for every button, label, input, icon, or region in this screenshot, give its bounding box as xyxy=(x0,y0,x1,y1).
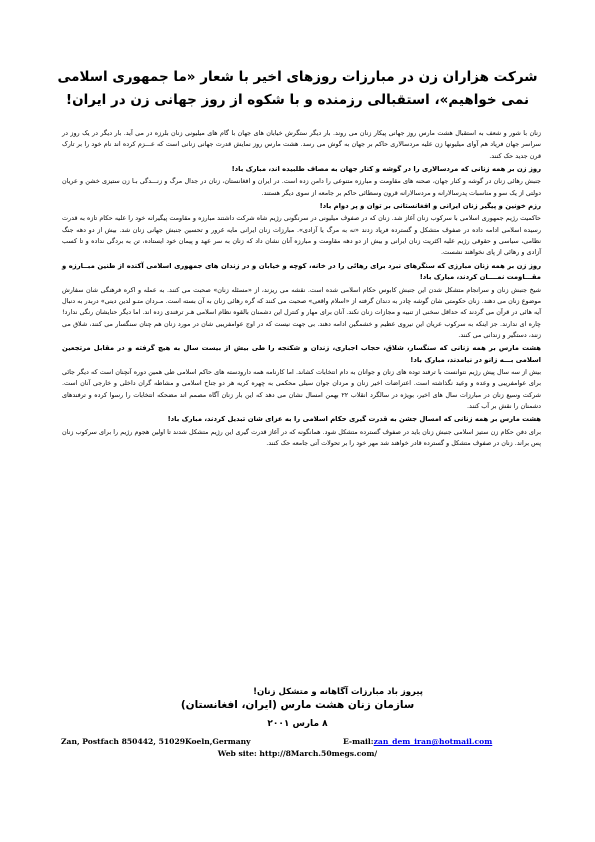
document-date: ۸ مارس ۲۰۰۱ xyxy=(267,719,328,729)
section-heading: هشت مارس بر همه زنانی که سنگسار، شلاق، حجاب اجباری، زندان و شکنجه را طی بیش از بیست سال به هیچ گرفته و در مقابل مرتجعین اسلامی بـــه زانو در نیامدند، مبارک باد! xyxy=(62,344,541,364)
title-line-1: شرکت هزاران زن در مبارزات روزهای اخیر با شعار «ما جمهوری اسلامی xyxy=(57,69,538,85)
body-paragraph: زنان با شور و شعف به استقبال هشت مارس روز جهانی پیکار زنان می روند. بار دیگر ستگرش خیابان های جهان با گام های میلیونی زنان بلرزه در می آید. بار دیگر در یک روز در سراسر جهان فریاد هم آوای میلیونها زن علیه مردسالاری حاکم بر جهان به گوش می رسد. هشت مارس روز نمایش قدرت جهانی زنانی است که عـــزم کرده اند نام خود را بر تارک قرن جدید حک کنند. xyxy=(62,129,541,160)
body-paragraph: جنبش رهائی زنان در گوشه و کنار جهان، صحنه های مقاومت و مبارزه متنوعی را دامن زده است. در ایران و افغانستان، زنان در جدال مرگ و زنـــدگی بـا زن ستیزی خشن و عریان دولتی از یک سو و مناسبات پدرسالارانه و مردسالارانه قرون وسطائی حاکم بر جامعه از سوی دیگر هستند. xyxy=(62,177,541,197)
organization-name: سازمان زنان هشت مارس (ایران، افغانستان) xyxy=(180,699,415,711)
body-paragraph: حاکمیت رژیم جمهوری اسلامی با سرکوب زنان آغاز شد. زنان که در صفوف میلیونی در سرنگونی رژیم شاه شرکت داشتند مبارزه و مقاومت پیگیرانه خود را علیه حکام تازه به قدرت رسیده اسلامی ادامه داده در صفوف متشکل و گسترده فریاد زدند «نه به مرگ یا آزادی». مبارزات زنان ایرانی مایه غرور و تحسین جنبش جهانی زنان شد. بیش از دو دهه جنگ نظامی، سیاسی و حقوقی رژیم علیه اکثریت زنان ایرانی و بیش از دو دهه مقاومت و مبارزه آنان نشان داد که زنان به سر عهد و پیمان خود ایستاده، تن به بردگی نداده و تا کسب آزادی و رهائی از پای نخواهند نشست. xyxy=(62,214,541,257)
body-paragraph: برای دفن حکام زن ستیز اسلامی جنبش زنان باید در صفوف گسترده متشکل شود. همانگونه که در آغاز قدرت گیری این رژیم متشکل شدند تا اولین هجوم رژیم را برای سرکوب زنان پس براند. زنان در صفوف متشکل و گسترده قادر خواهند شد مهر خود را بر تحولات آتی جامعه حک کنند. xyxy=(62,427,541,448)
body-paragraph: شیخ جنبش زنان و سرانجام متشکل شدن این جنبش کابوس حکام اسلامی شده است. نقشه می ریزند، از «مسئله زنان» صحبت می کنند. به عمله و اکره فرهنگی شان سفارش موضوع زنان می دهند. زنان حکومتی شان گوشه چادر به دندان گرفته از «اسلام واقعی» صحبت می کنند که گره رهائی زنان به آن بسته است. مـردان متـو لدین دینی» دربدر به دنبال آیه هائی در قرآن می گردند که حداقل سخنی از تنبیه و مجازات زنان نکند. آنان برای مهار و کنترل این دشمنان بالقوه نظام اسلامی هـر ترفندی زده اند. اما دیگر حنایشان رنگی ندارد! چاره ای ندارند. جز اینکه به سرکوب عریان این نیروی عظیم و خشمگین ادامه دهند. بی جهت نیست که در اوج عوامفریبی شان در مورد زنان هم چنان سنگسار می کنند، شلاق می زنند، دستگیر و زندانی می کنند. xyxy=(62,285,541,339)
body-paragraph: بیش از سه سال پیش رژیم نتوانست با ترفند توده های زنان و جوانان به دام انتخابات کشاند. اما کارنامه همه دارودسته های حاکم اسلامی طی همین دوره آنچنان است که دیگر جائی برای عوامفریبی و وعده و وعید نگذاشته است. اعتراضات اخیر زنان و مردان جوان سیلی محکمی به چهره کریه هر دو جناح اسلامی و مشاطه گران داخلی و خارجی آنان است. شرکت وسیع زنان در مبارزات سال های اخیر، بویژه در سالگرد انقلاب ۲۲ بهمن امسال نشان می دهد که این بار زنان آگاه مصمم اند مضحکه انتخابات را رسوا کرده و ترفندهای دشمنان را نقش بر آب کنند. xyxy=(62,368,542,411)
section-heading: روز زن بر همه زنان مبارزی که سنگرهای نبرد برای رهائی را در خانه، کوچه و خیابان و در زندان های جمهوری اسلامی آکنده از طنین مبــارزه و مقـــاومت نمــــان کردند، مبارک باد! xyxy=(62,261,541,282)
document-body xyxy=(62,128,541,450)
document-title xyxy=(40,66,555,112)
closing-slogan: پیروز باد مبارزات آگاهانه و متشکل زنان! xyxy=(253,687,423,697)
section-heading: روز زن بر همه زنانی که مردسالاری را در گوشه و کنار جهان به مصاف طلبیده اند، مبارک باد! xyxy=(231,164,541,173)
section-heading: رزم خونین و پیگیر زنان ایرانی و افغانستانی بر توان و پر دوام باد! xyxy=(319,201,541,210)
section-heading: هشت مارس بر همه زنانی که امسال جشن به قدرت گیری حکام اسلامی را به عزای شان تبدیل کردند، مبارک باد! xyxy=(167,415,541,424)
email-label: E-mail: xyxy=(343,737,374,746)
email-line xyxy=(343,737,492,746)
postal-address: Zan, Postfach 850442, 51029Koeln,Germany xyxy=(61,737,251,746)
website-line[interactable]: Web site: http://8March.50megs.com/ xyxy=(217,749,378,758)
email-link[interactable]: zan_dem_iran@hotmail.com xyxy=(373,737,493,746)
title-line-2: نمی خواهیم»، استقبالی رزمنده و با شکوه از روز جهانی زن در ایران! xyxy=(65,92,530,108)
